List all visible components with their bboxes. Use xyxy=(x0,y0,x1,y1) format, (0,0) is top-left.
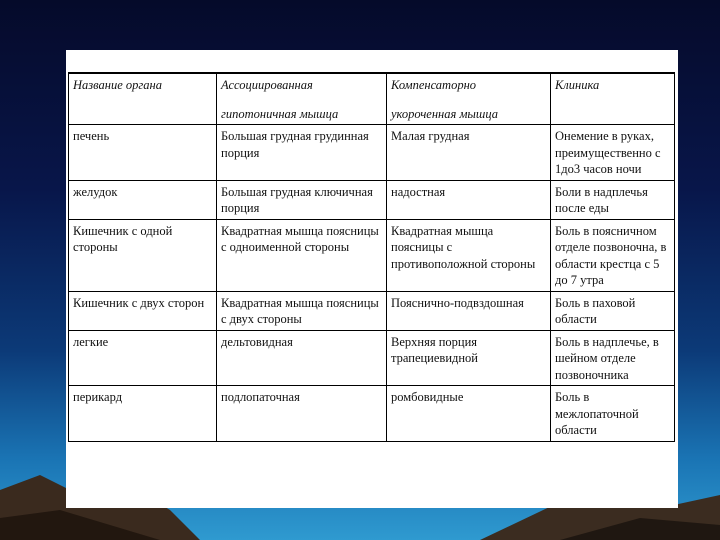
cell-associated-muscle: Квадратная мышца поясницы с одноименной стороны xyxy=(217,219,387,291)
header-associated-muscle: Ассоциированная гипотоничная мышца xyxy=(217,73,387,125)
cell-organ: Кишечник с двух сторон xyxy=(69,291,217,330)
cell-associated-muscle: Квадратная мышца поясницы с двух стороны xyxy=(217,291,387,330)
cell-clinic: Боли в надплечья после еды xyxy=(551,180,675,219)
header-organ: Название органа xyxy=(69,73,217,125)
cell-compensatory-muscle: Верхняя порция трапециевидной xyxy=(387,330,551,386)
cell-compensatory-muscle: Квадратная мышца поясницы с противоположной стороны xyxy=(387,219,551,291)
table-row xyxy=(69,291,675,330)
table-row xyxy=(69,386,675,442)
cell-organ: перикард xyxy=(69,386,217,442)
cell-compensatory-muscle: Пояснично-подвздошная xyxy=(387,291,551,330)
header-clinic: Клиника xyxy=(551,73,675,125)
table-row xyxy=(69,219,675,291)
cell-organ: Кишечник с одной стороны xyxy=(69,219,217,291)
header-compensatory-muscle: Компенсаторно укороченная мышца xyxy=(387,73,551,125)
cell-organ: печень xyxy=(69,125,217,181)
cell-clinic: Онемение в руках, преимущественно с 1до3 часов ночи xyxy=(551,125,675,181)
cell-clinic: Боль в межлопаточной области xyxy=(551,386,675,442)
table-row xyxy=(69,180,675,219)
table-row xyxy=(69,125,675,181)
cell-compensatory-muscle: надостная xyxy=(387,180,551,219)
cell-associated-muscle: подлопаточная xyxy=(217,386,387,442)
cell-clinic: Боль в паховой области xyxy=(551,291,675,330)
cell-organ: желудок xyxy=(69,180,217,219)
table-row xyxy=(69,330,675,386)
cell-compensatory-muscle: Малая грудная xyxy=(387,125,551,181)
content-panel xyxy=(66,50,678,508)
cell-compensatory-muscle: ромбовидные xyxy=(387,386,551,442)
cell-clinic: Боль в поясничном отделе позвоночна, в области крестца с 5 до 7 утра xyxy=(551,219,675,291)
header-row xyxy=(69,73,675,125)
cell-associated-muscle: Большая грудная ключичная порция xyxy=(217,180,387,219)
cell-associated-muscle: Большая грудная грудинная порция xyxy=(217,125,387,181)
cell-clinic: Боль в надплечье, в шейном отделе позвоночника xyxy=(551,330,675,386)
organ-muscle-table xyxy=(68,72,675,442)
cell-organ: легкие xyxy=(69,330,217,386)
cell-associated-muscle: дельтовидная xyxy=(217,330,387,386)
